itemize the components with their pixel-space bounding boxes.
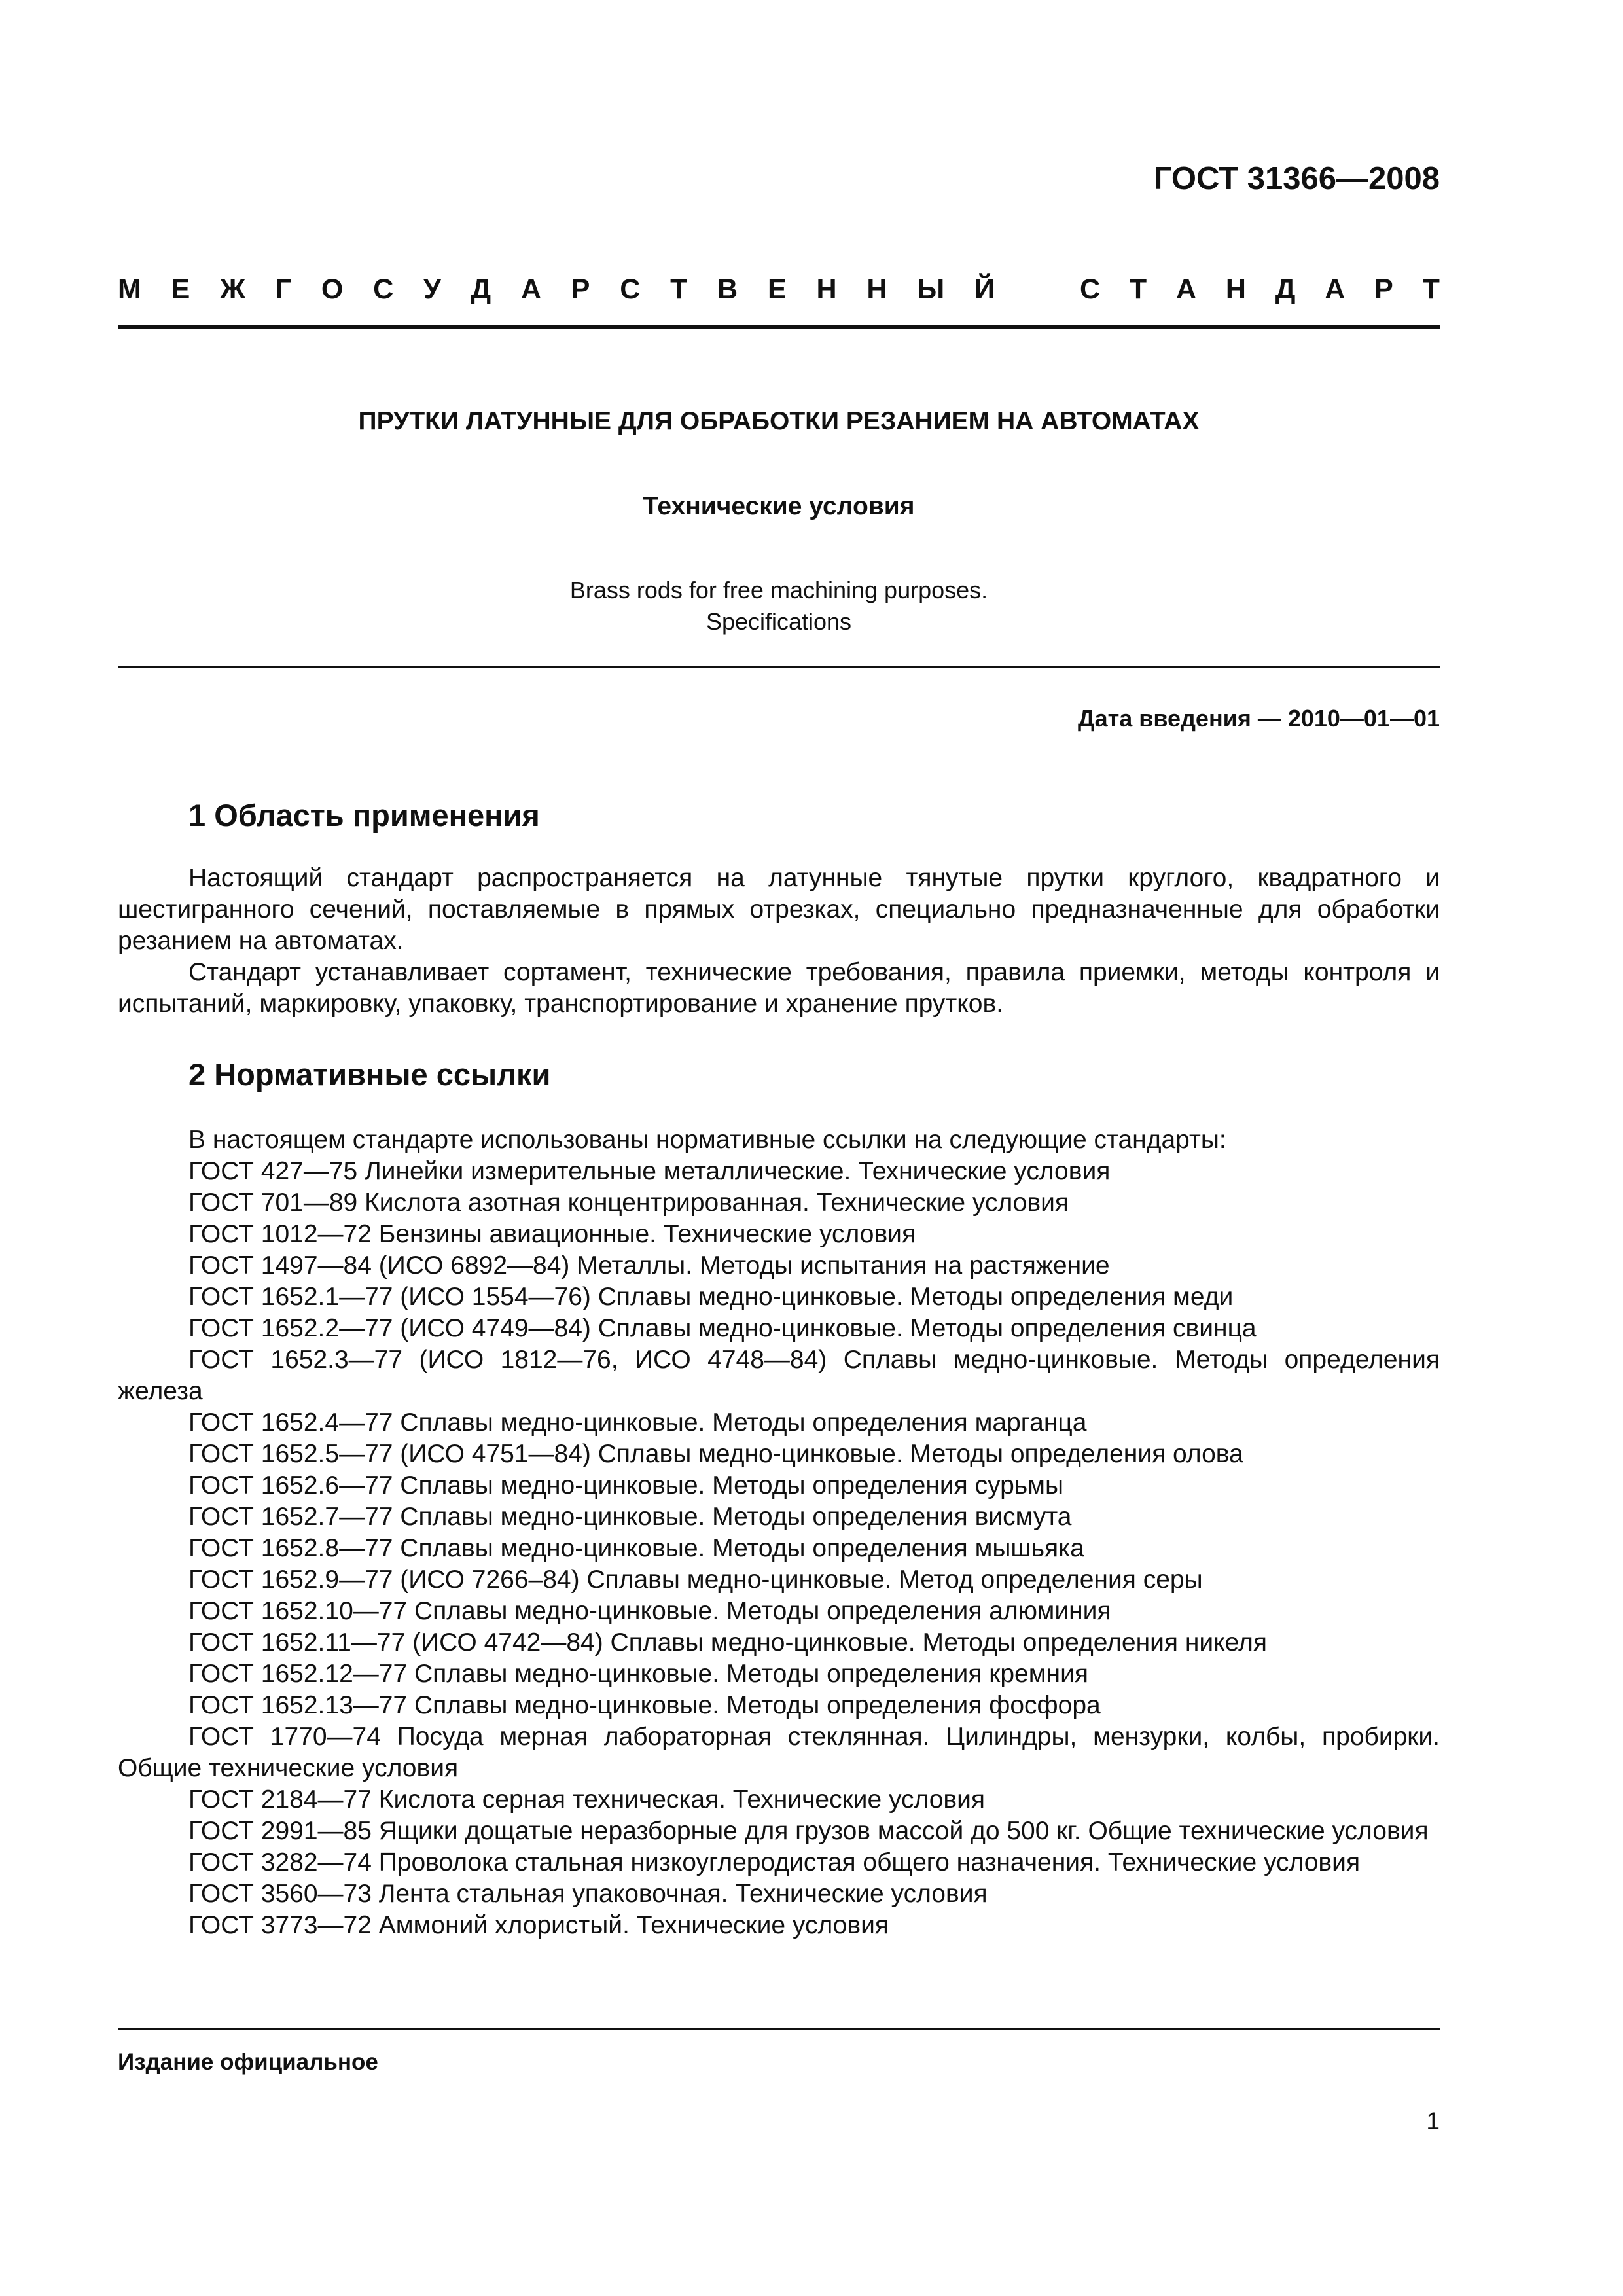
banner-word-interstate: М Е Ж Г О С У Д А Р С Т В Е Н Н Ы Й [118,274,995,305]
reference-item: ГОСТ 1652.9—77 (ИСО 7266–84) Сплавы медно-цинковые. Метод определения серы [188,1566,1203,1594]
reference-item: ГОСТ 1652.1—77 (ИСО 1554—76) Сплавы медно-цинковые. Методы определения меди [188,1283,1234,1311]
english-title-line-2: Specifications [705,608,852,635]
title-rule [118,666,1440,668]
reference-item: ГОСТ 1652.6—77 Сплавы медно-цинковые. Методы определения сурьмы [188,1471,1064,1499]
reference-item: ГОСТ 1652.8—77 Сплавы медно-цинковые. Методы определения мышьяка [188,1534,1084,1562]
interstate-standard-banner [118,274,1440,306]
official-edition-label: Издание официальное [118,2049,378,2075]
reference-item: ГОСТ 2991—85 Ящики дощатые неразборные для грузов массой до 500 кг. Общие технические условия [188,1817,1429,1845]
reference-item: ГОСТ 3282—74 Проволока стальная низкоуглеродистая общего назначения. Технические условия [188,1848,1361,1876]
footer-rule [118,2028,1440,2030]
document-title: ПРУТКИ ЛАТУННЫЕ ДЛЯ ОБРАБОТКИ РЕЗАНИЕМ НА АВТОМАТАХ [358,407,1200,435]
section-1-paragraph-1: Настоящий стандарт распространяется на латунные тянутые прутки круглого, квадратного и шестигранного сечений, поставляемые в прямых отрезках, специально предназначенные для обработки резанием на автоматах. [118,864,1440,955]
reference-item: ГОСТ 1652.12—77 Сплавы медно-цинковые. Методы определения кремния [188,1660,1088,1688]
document-page [118,0,1440,2296]
section-1-heading: 1 Область применения [188,798,540,833]
reference-item: ГОСТ 2184—77 Кислота серная техническая. Технические условия [188,1785,986,1814]
page-number: 1 [1426,2108,1440,2134]
reference-item: ГОСТ 1497—84 (ИСО 6892—84) Металлы. Методы испытания на растяжение [188,1251,1110,1280]
document-code: ГОСТ 31366—2008 [1153,161,1440,196]
reference-item: ГОСТ 1652.13—77 Сплавы медно-цинковые. Методы определения фосфора [188,1691,1101,1719]
reference-item: ГОСТ 1652.7—77 Сплавы медно-цинковые. Методы определения висмута [188,1503,1072,1531]
header-rule [118,325,1440,329]
section-2-heading: 2 Нормативные ссылки [188,1057,551,1092]
reference-item: ГОСТ 1012—72 Бензины авиационные. Технические условия [188,1220,916,1248]
reference-item: ГОСТ 1652.4—77 Сплавы медно-цинковые. Методы определения марганца [188,1408,1087,1437]
reference-item: ГОСТ 427—75 Линейки измерительные металлические. Технические условия [188,1157,1111,1185]
reference-item: ГОСТ 1652.11—77 (ИСО 4742—84) Сплавы медно-цинковые. Методы определения никеля [188,1628,1267,1657]
section-1-paragraph-2: Стандарт устанавливает сортамент, технические требования, правила приемки, методы контроля и испытаний, маркировку, упаковку, транспортирование и хранение прутков. [118,958,1440,1018]
reference-item: ГОСТ 1652.10—77 Сплавы медно-цинковые. Методы определения алюминия [188,1597,1111,1625]
reference-item: ГОСТ 3773—72 Аммоний хлористый. Технические условия [188,1911,889,1939]
references-intro: В настоящем стандарте использованы нормативные ссылки на следующие стандарты: [188,1126,1226,1154]
reference-item: ГОСТ 1652.3—77 (ИСО 1812—76, ИСО 4748—84) Сплавы медно-цинковые. Методы определения железа [118,1346,1440,1405]
reference-item: ГОСТ 1652.5—77 (ИСО 4751—84) Сплавы медно-цинковые. Методы определения олова [188,1440,1243,1468]
reference-item: ГОСТ 1652.2—77 (ИСО 4749—84) Сплавы медно-цинковые. Методы определения свинца [188,1314,1257,1342]
introduction-date: Дата введения — 2010—01—01 [1077,705,1440,732]
english-title-line-1: Brass rods for free machining purposes. [569,577,988,603]
reference-item: ГОСТ 701—89 Кислота азотная концентрированная. Технические условия [188,1189,1069,1217]
normative-references-list [118,1124,1440,1941]
banner-word-standard: С Т А Н Д А Р Т [1080,274,1440,305]
english-title [118,575,1440,637]
document-subtitle: Технические условия [643,492,915,520]
reference-item: ГОСТ 1770—74 Посуда мерная лабораторная стеклянная. Цилиндры, мензурки, колбы, пробирки. Общие технические условия [118,1723,1440,1782]
reference-item: ГОСТ 3560—73 Лента стальная упаковочная. Технические условия [188,1880,988,1908]
